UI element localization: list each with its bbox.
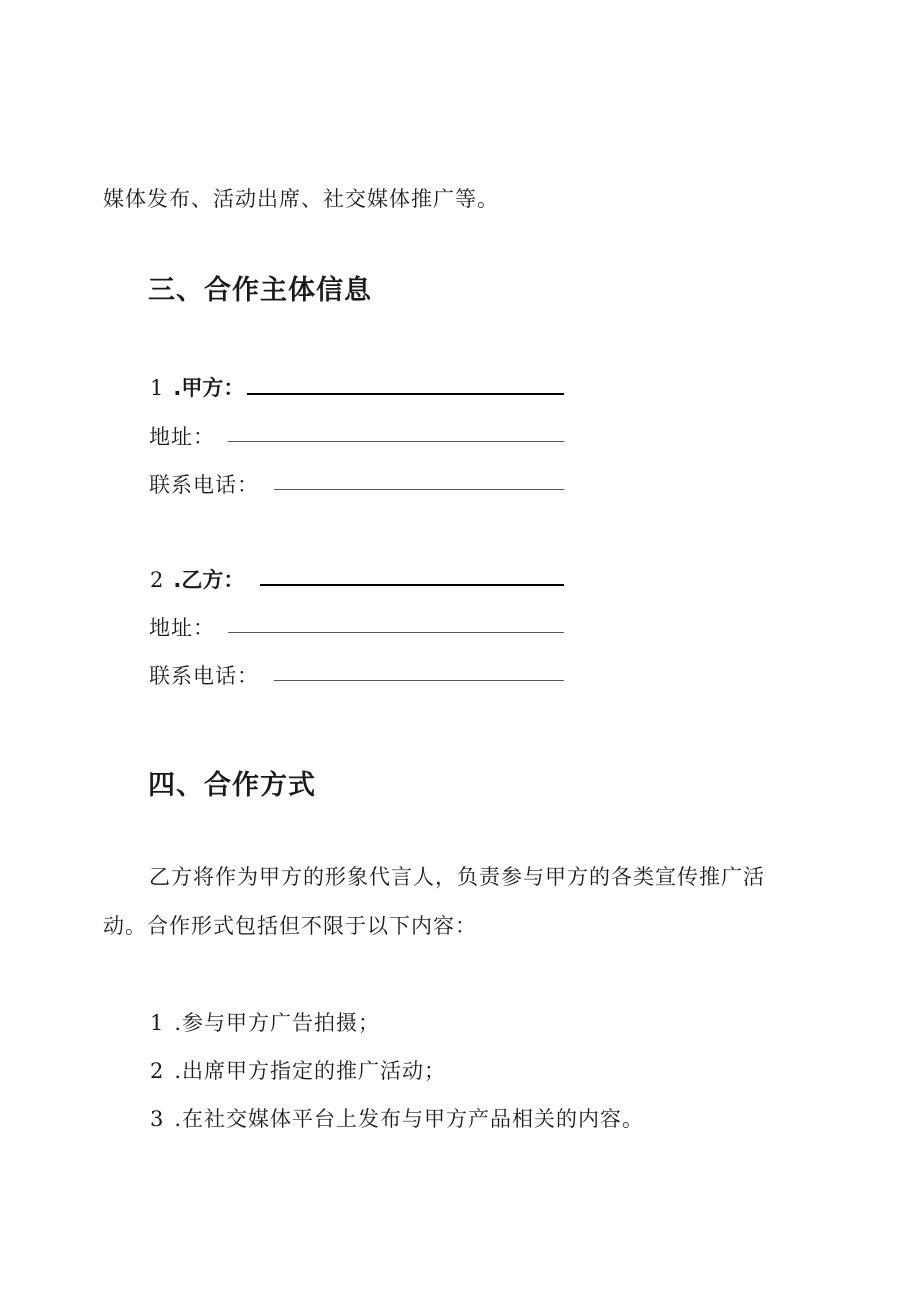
- party-a-phone-label: 联系电话：: [149, 473, 259, 497]
- party-b-address-field[interactable]: [228, 632, 564, 633]
- party-a-address-label: 地址：: [149, 425, 215, 449]
- party-b-label-text: .乙方：: [173, 568, 245, 592]
- section4-paragraph-line2: 动。合作形式包括但不限于以下内容：: [103, 914, 477, 938]
- list-item-text: .参与甲方广告拍摄；: [174, 1011, 381, 1035]
- list-item-text: .在社交媒体平台上发布与甲方产品相关的内容。: [174, 1107, 645, 1131]
- list-item-number: 2: [150, 1059, 165, 1083]
- party-a-phone-field[interactable]: [274, 489, 564, 490]
- list-item: [150, 1103, 644, 1133]
- intro-continuation-text: 媒体发布、活动出席、社交媒体推广等。: [103, 187, 499, 211]
- party-b-name-field[interactable]: [260, 584, 564, 586]
- party-b-phone-label: 联系电话：: [149, 664, 259, 688]
- list-item-text: .出席甲方指定的推广活动；: [174, 1059, 447, 1083]
- party-b-phone-field[interactable]: [274, 680, 564, 681]
- list-item-number: 3: [150, 1107, 165, 1131]
- list-item: [150, 1055, 446, 1085]
- list-item-number: 1: [150, 1011, 165, 1035]
- party-b-address-label: 地址：: [149, 616, 215, 640]
- party-a-label-text: .甲方：: [173, 376, 245, 400]
- party-a-address-field[interactable]: [228, 441, 564, 442]
- party-a-number: 1: [150, 376, 164, 400]
- party-a-label: [150, 372, 244, 402]
- list-item: [150, 1007, 380, 1037]
- section4-paragraph-line1: 乙方将作为甲方的形象代言人，负责参与甲方的各类宣传推广活: [149, 865, 765, 889]
- party-b-label: [150, 564, 244, 594]
- party-a-name-field[interactable]: [247, 393, 564, 395]
- section3-title: 三、合作主体信息: [148, 275, 372, 306]
- section4-title: 四、合作方式: [148, 770, 316, 801]
- party-b-number: 2: [150, 568, 164, 592]
